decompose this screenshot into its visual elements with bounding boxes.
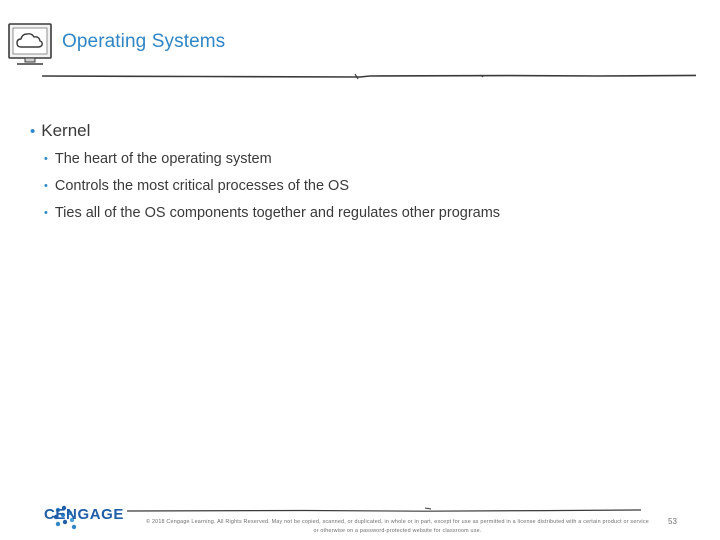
copyright-line: or otherwise on a password-protected website for classroom use. [313,528,482,534]
slide-title: Operating Systems [62,31,226,52]
bullet-dot-icon: • [30,123,36,140]
bullet-kernel [30,121,90,141]
footer-divider [125,505,645,515]
bullet-dot-icon: • [44,207,48,219]
header-divider [40,70,700,82]
sub-bullet-text: Controls the most critical processes of the OS [54,178,350,194]
sub-bullet-text: The heart of the operating system [54,151,272,167]
sub-bullet [44,205,500,221]
sub-bullet [44,178,349,194]
bullet-dot-icon: • [44,153,48,165]
copyright-line: © 2018 Cengage Learning. All Rights Reserved. May not be copied, scanned, or duplicated, in whole or in part, except for use as permitted in a license distributed with a certain product or service [146,519,649,525]
cengage-logo: CENGAGE [44,506,125,523]
bullet-text: Kernel [41,121,91,140]
sub-bullet [44,151,272,167]
page-number: 53 [668,517,677,526]
bullet-dot-icon: • [44,180,48,192]
sub-bullet-text: Ties all of the OS components together and regulates other programs [54,205,501,221]
copyright-notice [115,518,680,536]
cloud-monitor-icon [6,20,58,70]
